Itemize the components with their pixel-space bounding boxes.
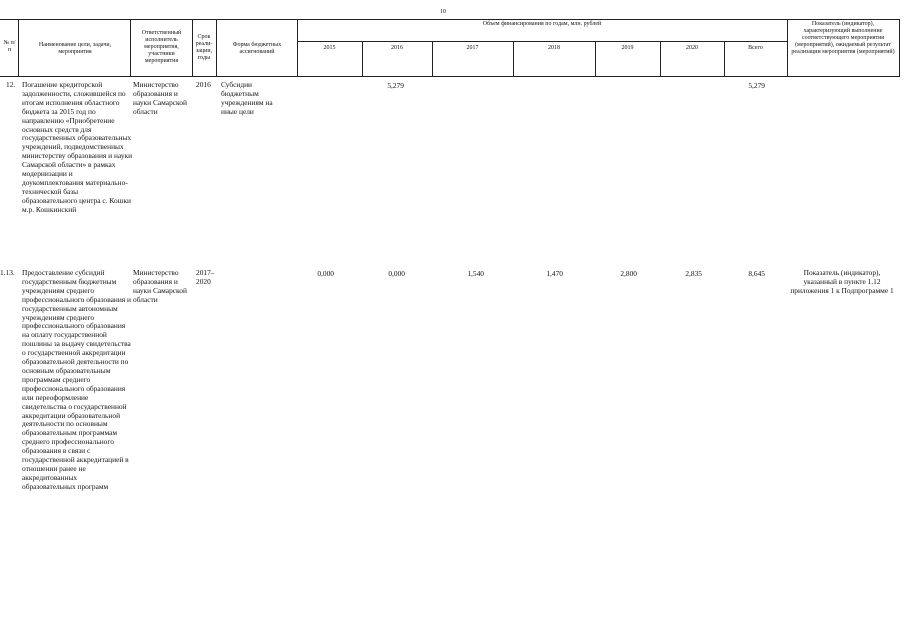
row-1-executor: Министерство образования и науки Самарской области <box>133 80 187 116</box>
row-2-value-2020: 2,835 <box>685 269 702 278</box>
header-indicator: Показатель (индикатор), характеризующий выполнение соответствующего мероприятия (мероприятий), ожидаемый результат реализации мероприятия (мероприятий) <box>791 21 895 55</box>
header-year-2020: 2020 <box>686 45 698 51</box>
page-number: 10 <box>440 9 446 15</box>
row-2-value-2018: 1,470 <box>546 269 563 278</box>
header-num: № п/п <box>3 40 16 53</box>
header-term: Срок реали-зации, годы <box>195 34 213 61</box>
row-2-name: Предоставление субсидий государственным бюджетным учреждениям среднего профессионального образования и государственным автономным учреждениям среднего профессионального образования на оплату государственной пошлины за выдачу свидетельства о государственной аккредитации образовательной деятельности по основным образовательным программам среднего профессионального образования или переоформление свидетельства о государственной аккредитации образовательной деятельности по основным образовательным программам среднего профессионального образования в связи с государственной аккредитацией в отношении ранее не аккредитованных образовательных программ <box>22 268 131 491</box>
row-2-indicator: Показатель (индикатор), указанный в пункте 1.12 приложения 1 к Подпрограмме 1 <box>790 268 894 295</box>
header-year-2016: 2016 <box>391 45 403 51</box>
row-2-term: 2017–2020 <box>196 268 215 286</box>
header-year-total: Всего <box>748 45 763 51</box>
header-year-2019: 2019 <box>621 45 634 51</box>
row-2-value-2017: 1,540 <box>467 269 484 278</box>
header-year-2018: 2018 <box>548 45 560 51</box>
header-year-2017: 2017 <box>466 45 479 51</box>
row-2-value-2016: 0,000 <box>388 269 405 278</box>
row-1-form: Субсидии бюджетным учреждениям на иные цели <box>221 80 273 116</box>
row-2-executor: Министерство образования и науки Самарской области <box>133 268 187 304</box>
row-1-name: Погашение кредиторской задолженности, сложившейся по итогам исполнения областного бюджета за 2015 год по направлению «Приобретение основных средств для государственных образовательных учреждений, подведомственных министерству образования и науки Самарской области» в рамках модернизации и доукомплектования материально-технической базы образовательного центра с. Кошки м.р. Кошкинский <box>22 80 133 214</box>
row-2-value-2019: 2,800 <box>620 269 637 278</box>
header-form: Форма бюджетных ассигнований <box>232 42 282 55</box>
row-1-value-total: 5,279 <box>748 81 765 90</box>
row-2-value-2015: 0,000 <box>317 269 334 278</box>
header-volume: Объем финансирования по годам, млн. рублей <box>482 21 602 27</box>
row-2-num: 1.13. <box>0 268 15 277</box>
row-1-value-2016: 5,279 <box>387 81 404 90</box>
row-1-term: 2016 <box>196 80 211 89</box>
row-1-num: 12. <box>6 80 16 89</box>
row-2-value-total: 8,645 <box>748 269 765 278</box>
header-executor: Ответственный исполнитель мероприятия, участники мероприятия <box>141 30 182 64</box>
header-name: Наименование цели, задачи, мероприятия <box>38 42 112 55</box>
header-year-2015: 2015 <box>323 45 336 51</box>
